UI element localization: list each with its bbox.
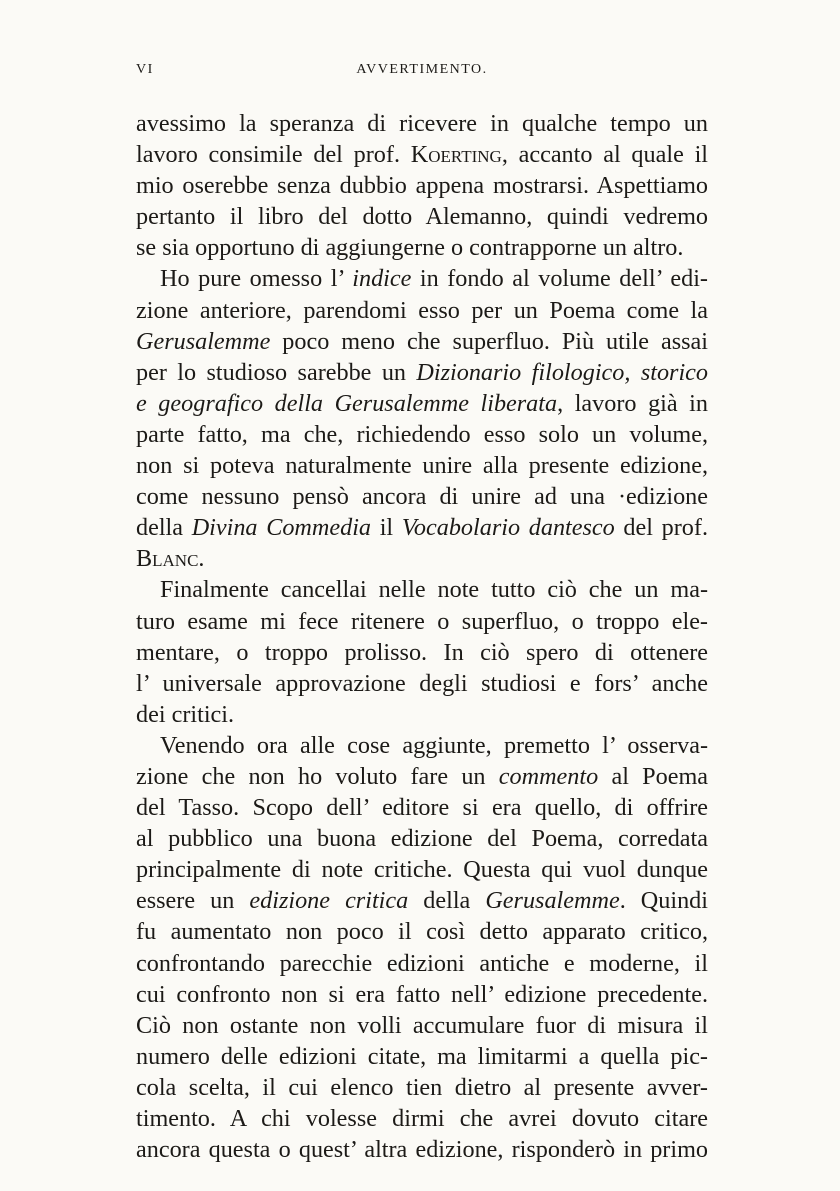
text-line — [136, 263, 708, 294]
text-run: numero delle edizioni citate, ma limitarmi a quella pic- — [136, 1042, 708, 1070]
running-header — [136, 62, 708, 86]
small-caps-name: Koerting — [410, 141, 502, 169]
text-run: il — [371, 514, 402, 542]
paragraph — [136, 263, 708, 574]
text-run: parte fatto, ma che, richiedendo esso solo un volume, — [136, 420, 708, 448]
running-title: AVVERTIMENTO. — [356, 62, 488, 77]
text-line — [136, 979, 708, 1010]
text-line — [136, 761, 708, 792]
text-run: del prof. — [614, 514, 708, 542]
text-line — [136, 885, 708, 916]
text-line — [136, 481, 708, 512]
text-run: dei critici. — [136, 700, 235, 728]
text-run: , lavoro già in — [557, 389, 708, 417]
text-run: Ciò non ostante non volli accumulare fuor di misura il — [136, 1011, 708, 1039]
text-line — [136, 699, 708, 730]
italic-text: commento — [498, 762, 599, 790]
text-run: . — [198, 545, 205, 573]
text-line — [136, 295, 708, 326]
text-line — [136, 357, 708, 388]
text-run: in fondo al volume dell’ edi- — [411, 265, 708, 293]
body-text — [136, 108, 708, 1165]
text-run: essere un — [136, 887, 250, 915]
italic-text: Gerusalemme — [485, 887, 620, 915]
text-run: del Tasso. Scopo dell’ editore si era quello, di offrire — [136, 794, 708, 822]
small-caps-name: Blanc — [136, 545, 199, 573]
italic-text: Vocabolario dantesco — [401, 514, 615, 542]
text-line — [136, 823, 708, 854]
text-line — [136, 916, 708, 947]
text-run: cui confronto non si era fatto nell’ edizione precedente. — [136, 980, 708, 1008]
text-run: lavoro consimile del prof. — [136, 141, 411, 169]
text-run: l’ universale approvazione degli studiosi e fors’ anche — [136, 669, 708, 697]
text-run: Ho pure omesso l’ — [160, 265, 353, 293]
text-line — [136, 1072, 708, 1103]
italic-text: e geografico della Gerusalemme liberata — [136, 389, 558, 417]
text-line — [136, 1134, 708, 1165]
text-line — [136, 668, 708, 699]
text-line — [136, 792, 708, 823]
text-run: avessimo la speranza di ricevere in qualche tempo un — [136, 110, 708, 137]
paragraph — [136, 108, 708, 263]
text-run: fu aumentato non poco il così detto apparato critico, — [136, 918, 708, 946]
text-line — [136, 201, 708, 232]
text-line — [136, 543, 708, 574]
text-line — [136, 854, 708, 885]
paragraph — [136, 730, 708, 1165]
text-line — [136, 388, 708, 419]
text-line — [136, 1010, 708, 1041]
text-run: mentare, o troppo prolisso. In ciò spero di ottenere — [136, 638, 708, 666]
text-run: per lo studioso sarebbe un — [136, 358, 417, 386]
text-run: timento. A chi volesse dirmi che avrei dovuto citare — [136, 1105, 708, 1132]
text-run: al Poema — [598, 762, 708, 790]
text-line — [136, 606, 708, 637]
text-line — [136, 232, 708, 263]
text-line — [136, 637, 708, 668]
text-run: turo esame mi fece ritenere o superfluo, o troppo ele- — [136, 607, 708, 635]
text-run: come nessuno pensò ancora di unire ad una ·edizione — [136, 483, 708, 511]
text-run: , accanto al quale il — [501, 141, 709, 169]
italic-text: edizione critica — [249, 887, 409, 915]
text-run: Venendo ora alle cose aggiunte, premetto l’ osserva- — [160, 731, 708, 759]
italic-text: Gerusalemme — [136, 327, 271, 355]
text-line — [136, 730, 708, 761]
text-run: ancora questa o quest’ altra edizione, risponderò in primo — [136, 1136, 708, 1164]
text-run: principalmente di note critiche. Questa qui vuol dunque — [136, 856, 708, 884]
text-run: al pubblico una buona edizione del Poema, corredata — [136, 825, 708, 853]
text-run: Finalmente cancellai nelle note tutto ciò che un ma- — [160, 576, 708, 604]
text-run: della — [136, 514, 192, 542]
text-line — [136, 170, 708, 201]
text-run: zione che non ho voluto fare un — [136, 762, 499, 790]
text-run: confrontando parecchie edizioni antiche e moderne, il — [136, 949, 708, 977]
italic-text: Dizionario filologico, storico — [416, 358, 709, 386]
text-run: zione anteriore, parendomi esso per un Poema come la — [136, 296, 708, 324]
text-run: non si poteva naturalmente unire alla presente edizione, — [136, 452, 708, 480]
paragraph — [136, 574, 708, 729]
text-line — [136, 574, 708, 605]
italic-text: Divina Commedia — [191, 514, 372, 542]
text-line — [136, 450, 708, 481]
text-run: mio oserebbe senza dubbio appena mostrarsi. Aspettiamo — [136, 172, 708, 200]
text-line — [136, 512, 708, 543]
text-run: della — [408, 887, 486, 915]
text-line — [136, 108, 708, 139]
text-run: cola scelta, il cui elenco tien dietro al presente avver- — [136, 1073, 708, 1101]
text-line — [136, 948, 708, 979]
page-number: VI — [136, 62, 154, 77]
text-line — [136, 419, 708, 450]
text-line — [136, 1041, 708, 1072]
text-run: poco meno che superfluo. Più utile assai — [270, 327, 708, 355]
text-run: se sia opportuno di aggiungerne o contrapporne un altro. — [136, 234, 684, 262]
text-run: pertanto il libro del dotto Alemanno, quindi vedremo — [136, 203, 708, 231]
italic-text: indice — [352, 265, 412, 293]
text-line — [136, 326, 708, 357]
text-line — [136, 1103, 708, 1134]
text-run: . Quindi — [619, 887, 708, 915]
text-line — [136, 139, 708, 170]
